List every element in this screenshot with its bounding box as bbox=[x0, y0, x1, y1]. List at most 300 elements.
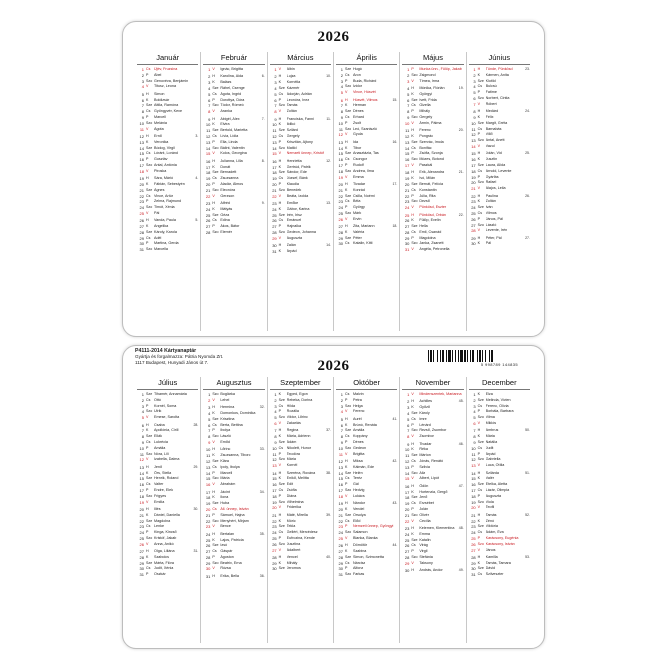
day-number: 12 bbox=[471, 457, 476, 463]
day-number: 22 bbox=[338, 518, 343, 524]
weekday: Sze bbox=[278, 212, 285, 217]
name-day: Ibolya bbox=[220, 428, 231, 433]
name-day: Adalbert bbox=[286, 547, 301, 552]
day-row bbox=[336, 241, 397, 247]
name-day: Martina, Gerda bbox=[154, 241, 179, 246]
name-day: Kornél, Soma bbox=[154, 403, 177, 408]
weekday: Szo bbox=[212, 518, 219, 523]
name-day: Gedeon bbox=[352, 445, 367, 450]
week-number: 22. bbox=[458, 212, 464, 217]
weekday: P bbox=[278, 224, 282, 229]
day-number: 8 bbox=[407, 109, 410, 115]
week-number: 31. bbox=[193, 549, 199, 554]
name-day: Egyed, Egon bbox=[286, 392, 308, 396]
weekday: Cs bbox=[344, 199, 350, 204]
name-day: Zsigmond bbox=[419, 72, 436, 77]
weekday: Cs bbox=[212, 422, 217, 427]
weekday: P bbox=[344, 439, 348, 444]
day-number: 19 bbox=[471, 174, 476, 180]
weekday: Cs bbox=[278, 445, 284, 450]
name-day: Izabella, Dalma bbox=[154, 457, 180, 462]
week-number: 23. bbox=[525, 67, 530, 71]
week-number: 36. bbox=[259, 573, 265, 578]
name-day: Kornélia bbox=[286, 80, 301, 85]
weekday: Szo bbox=[344, 126, 352, 131]
weekday: K bbox=[212, 537, 215, 542]
name-day: Klaudia bbox=[286, 181, 299, 186]
name-day: Tamás, Tamara bbox=[485, 560, 511, 565]
name-day: Zsófia bbox=[286, 487, 297, 492]
name-day: Béla bbox=[352, 199, 361, 204]
month-column-oktober bbox=[334, 377, 400, 643]
day-number: 11 bbox=[272, 451, 277, 457]
day-number: 6 bbox=[473, 95, 476, 101]
weekday: Szo bbox=[411, 241, 418, 246]
day-row bbox=[336, 536, 397, 542]
day-number: 20 bbox=[471, 180, 476, 186]
day-number: 2 bbox=[141, 397, 144, 403]
day-number: 12 bbox=[471, 132, 476, 138]
day-number: 2 bbox=[208, 74, 211, 80]
name-day: Angéla, Petronella bbox=[419, 247, 450, 252]
name-day: Paulina bbox=[485, 193, 498, 198]
weekday: Sze bbox=[212, 85, 219, 90]
weekday: P bbox=[411, 67, 414, 71]
name-day: Farkas bbox=[352, 572, 365, 577]
day-number: 7 bbox=[274, 428, 277, 434]
month-column-november bbox=[400, 377, 466, 643]
weekday: Sze bbox=[411, 224, 418, 229]
day-number: 18 bbox=[338, 493, 343, 499]
weekday: Cs bbox=[344, 157, 350, 162]
name-day: Tihamér, Annamária bbox=[154, 392, 187, 396]
weekday: H bbox=[411, 128, 414, 133]
weekday: P bbox=[146, 487, 149, 492]
weekday: V bbox=[212, 151, 215, 156]
name-day: Imre bbox=[419, 416, 427, 421]
weekday: H bbox=[212, 531, 215, 536]
day-number: 28 bbox=[338, 554, 343, 560]
day-number: 22 bbox=[471, 518, 476, 524]
weekday: K bbox=[146, 470, 149, 475]
name-day: Ábrahám bbox=[220, 482, 236, 487]
name-day: Rezső, Zsombor bbox=[419, 428, 447, 433]
day-number: 30 bbox=[205, 566, 211, 572]
months-grid-jul-dec bbox=[135, 377, 532, 643]
day-number: 27 bbox=[338, 224, 343, 230]
name-day: Újév, Fruzsina bbox=[154, 67, 178, 71]
day-row bbox=[203, 524, 264, 530]
name-day: Zénó bbox=[485, 518, 495, 523]
weekday: Cs bbox=[146, 524, 151, 529]
weekday: V bbox=[477, 186, 481, 191]
month-column-aprilis bbox=[334, 52, 400, 331]
weekday: Cs bbox=[411, 103, 416, 108]
day-row bbox=[402, 79, 463, 85]
name-day: Hermina bbox=[220, 405, 235, 410]
name-day: Ádám bbox=[286, 439, 297, 444]
day-number: 15 bbox=[471, 476, 476, 482]
name-day: Eufrozina, Kende bbox=[286, 535, 315, 540]
week-number: 47. bbox=[458, 483, 464, 488]
day-number: 27 bbox=[272, 224, 277, 230]
name-day: Genovéva, Benjámin bbox=[154, 78, 189, 83]
day-row bbox=[336, 217, 397, 223]
day-number: 7 bbox=[473, 428, 476, 434]
day-number: 25 bbox=[139, 535, 144, 541]
name-day: Ivett, Frida bbox=[419, 97, 437, 102]
weekday: K bbox=[212, 164, 215, 169]
month-column-julius bbox=[135, 377, 201, 643]
day-number: 18 bbox=[205, 495, 211, 501]
weekday: P bbox=[146, 445, 149, 450]
name-day: Ellák bbox=[154, 434, 162, 439]
weekday: P bbox=[146, 572, 149, 577]
name-day: Vendel bbox=[352, 506, 365, 511]
day-number: 14 bbox=[272, 145, 277, 151]
name-day: Ferenc bbox=[352, 409, 365, 414]
day-number: 12 bbox=[404, 133, 410, 139]
name-day: Edit bbox=[286, 482, 294, 487]
weekday: H bbox=[146, 176, 149, 181]
name-day: Elvira bbox=[220, 122, 230, 127]
name-day: Gergely bbox=[419, 114, 433, 119]
name-day: Veronika bbox=[154, 139, 169, 144]
day-number: 31 bbox=[471, 572, 476, 578]
day-number: 13 bbox=[404, 464, 410, 470]
weekday: Sze bbox=[212, 128, 219, 133]
day-number: 26 bbox=[471, 216, 476, 222]
name-day: Áron bbox=[352, 72, 361, 77]
name-day: Klára bbox=[220, 458, 229, 463]
name-day: Péter bbox=[352, 235, 362, 240]
weekday: H bbox=[344, 97, 348, 102]
day-number: 16 bbox=[272, 158, 277, 164]
name-day: Tamás bbox=[286, 103, 298, 108]
day-number: 3 bbox=[208, 80, 211, 86]
day-row bbox=[402, 434, 463, 440]
weekday: Cs bbox=[477, 487, 483, 492]
month-name: Szeptember bbox=[270, 377, 331, 390]
name-day: Hedvig bbox=[352, 487, 365, 492]
weekday: K bbox=[477, 392, 481, 396]
weekday: H bbox=[278, 243, 282, 248]
weekday: Szo bbox=[411, 157, 418, 162]
weekday: Cs bbox=[212, 91, 217, 96]
name-day: Hajnalka bbox=[286, 224, 302, 229]
day-number: 20 bbox=[205, 181, 211, 187]
name-day: Pál bbox=[485, 241, 491, 246]
day-row bbox=[203, 194, 264, 200]
day-number: 20 bbox=[205, 506, 211, 512]
name-day: Bertold, Marietta bbox=[220, 128, 248, 133]
weekday: P bbox=[411, 422, 414, 427]
weekday: K bbox=[411, 447, 414, 452]
weekday: K bbox=[477, 434, 481, 439]
name-day: Nemzeti ünnep, Gyöngyi bbox=[352, 524, 394, 529]
day-number: 20 bbox=[272, 505, 277, 511]
weekday: K bbox=[278, 392, 282, 396]
day-number: 21 bbox=[272, 512, 277, 518]
weekday: Szo bbox=[278, 103, 285, 108]
weekday: Sze bbox=[212, 458, 219, 463]
weekday: Szo bbox=[344, 84, 352, 89]
name-day: Erika, Bella bbox=[220, 573, 239, 578]
weekday: V bbox=[278, 67, 282, 71]
name-day: Julianna, Lilla bbox=[220, 158, 243, 163]
day-number: 27 bbox=[471, 222, 476, 228]
weekday: Szo bbox=[278, 541, 285, 546]
weekday: Cs bbox=[278, 403, 284, 408]
weekday: P bbox=[212, 224, 215, 229]
name-day: Erik, Alexandra bbox=[419, 170, 445, 175]
weekday: Cs bbox=[344, 241, 350, 246]
weekday: Szo bbox=[344, 403, 352, 408]
day-number: 10 bbox=[471, 120, 476, 126]
day-number: 23 bbox=[404, 199, 410, 205]
name-day: Illés bbox=[154, 506, 161, 511]
day-number: 5 bbox=[141, 91, 144, 97]
day-number: 3 bbox=[274, 80, 277, 86]
week-number: 53. bbox=[525, 554, 530, 559]
month-column-augusztus bbox=[201, 377, 267, 643]
day-number: 25 bbox=[404, 537, 410, 543]
day-row bbox=[336, 494, 397, 500]
weekday: P bbox=[278, 139, 282, 144]
day-number: 11 bbox=[471, 126, 476, 132]
name-day: Marcell bbox=[154, 114, 166, 119]
name-day: Áll. ünnep, István bbox=[220, 506, 249, 511]
weekday: H bbox=[212, 200, 215, 205]
name-day: Simon bbox=[154, 91, 165, 96]
name-day: Ágoston bbox=[220, 554, 234, 559]
name-day: Aranka bbox=[220, 109, 233, 114]
day-number: 17 bbox=[404, 162, 410, 168]
day-number: 5 bbox=[340, 90, 343, 96]
day-number: 20 bbox=[404, 181, 410, 187]
name-day: Ferenc bbox=[419, 128, 431, 133]
day-number: 6 bbox=[407, 422, 410, 428]
name-day: Teodóra bbox=[286, 451, 300, 456]
name-day: Gellért, Mercédesz bbox=[286, 530, 318, 535]
month-column-december bbox=[467, 377, 532, 643]
day-row bbox=[402, 519, 463, 525]
name-day: Auguszta bbox=[485, 493, 502, 498]
day-number: 15 bbox=[272, 476, 277, 482]
day-number: 29 bbox=[272, 235, 277, 241]
weekday: Sze bbox=[411, 453, 418, 458]
name-day: Ignác, Brigitta bbox=[220, 67, 243, 71]
day-number: 15 bbox=[272, 151, 277, 157]
day-number: 31 bbox=[272, 248, 277, 254]
name-day: Marcella bbox=[154, 247, 168, 252]
weekday: Szo bbox=[278, 457, 285, 462]
day-number: 5 bbox=[340, 416, 343, 422]
name-day: Mária bbox=[485, 434, 495, 439]
months-grid-jan-jun bbox=[135, 52, 532, 331]
month-name: Március bbox=[270, 52, 331, 65]
name-day: Franciska, Fanni bbox=[286, 116, 314, 121]
day-number: 28 bbox=[139, 229, 144, 235]
name-day: Zsuzsanna bbox=[220, 176, 239, 181]
month-column-februar bbox=[201, 52, 267, 331]
name-day: Teofil bbox=[485, 505, 495, 510]
name-day: Kelemen, Klementina bbox=[419, 525, 455, 530]
weekday: H bbox=[146, 218, 149, 223]
day-number: 6 bbox=[208, 97, 211, 103]
weekday: V bbox=[212, 67, 215, 71]
weekday: P bbox=[411, 235, 414, 240]
name-day: Melánia bbox=[154, 120, 167, 125]
weekday: K bbox=[477, 518, 481, 523]
name-day: Titusz, Leona bbox=[154, 84, 177, 89]
day-number: 1 bbox=[274, 392, 277, 397]
name-day: Taksony bbox=[419, 560, 433, 565]
name-day: Gabriella bbox=[485, 457, 501, 462]
day-number: 5 bbox=[473, 90, 476, 96]
day-number: 21 bbox=[272, 187, 277, 193]
weekday: K bbox=[212, 80, 215, 85]
weekday: K bbox=[344, 229, 348, 234]
name-day: Szeréna, Roxána bbox=[286, 470, 316, 475]
weekday: Sze bbox=[146, 434, 153, 439]
day-number: 13 bbox=[471, 463, 476, 469]
name-day: Virgil bbox=[419, 549, 428, 554]
name-day: Pünkösd, Orbán bbox=[419, 212, 446, 217]
month-name: Június bbox=[469, 52, 530, 65]
day-number: 5 bbox=[208, 91, 211, 97]
day-row bbox=[203, 109, 264, 115]
name-day: Tódor, Rómeó bbox=[220, 103, 244, 108]
day-number: 2 bbox=[473, 397, 476, 403]
name-day: Antal, Anett bbox=[485, 138, 505, 143]
day-number: 25 bbox=[338, 210, 343, 216]
name-day: Gáspár bbox=[220, 549, 233, 554]
day-number: 24 bbox=[404, 205, 410, 211]
day-row bbox=[137, 247, 198, 253]
name-day: Judit, Xénia bbox=[154, 566, 174, 571]
name-day: Dorottya, Dóra bbox=[220, 97, 245, 102]
weekday: V bbox=[344, 409, 348, 414]
day-number: 14 bbox=[338, 470, 343, 476]
name-day: Karácsony, István bbox=[485, 541, 515, 546]
name-day: Mihály bbox=[419, 109, 430, 114]
weekday: Cs bbox=[477, 530, 483, 535]
name-day: Kázmér bbox=[286, 85, 300, 90]
week-number: 20. bbox=[458, 128, 464, 133]
name-day: Valéria bbox=[352, 229, 365, 234]
week-number: 40. bbox=[326, 554, 331, 559]
name-day: Szilveszter bbox=[485, 572, 504, 577]
name-day: Bálint, Valentin bbox=[220, 145, 245, 150]
weekday: K bbox=[344, 464, 348, 469]
name-day: Lénárd bbox=[419, 422, 431, 427]
name-day: Helga bbox=[352, 403, 363, 408]
day-number: 2 bbox=[340, 397, 343, 403]
name-day: Helén bbox=[352, 470, 363, 475]
name-day: Izsó bbox=[220, 543, 228, 548]
day-row bbox=[270, 109, 331, 115]
day-number: 9 bbox=[340, 439, 343, 445]
day-number: 19 bbox=[205, 176, 211, 182]
name-day: Nándor bbox=[352, 501, 366, 506]
day-number: 14 bbox=[139, 470, 144, 476]
name-day: Alfréd bbox=[220, 200, 230, 205]
day-number: 4 bbox=[208, 410, 211, 416]
name-day: Ervin bbox=[352, 216, 362, 221]
weekday: P bbox=[146, 199, 149, 204]
name-day: Hortenzia, Gergő bbox=[419, 489, 448, 494]
name-day: Edina bbox=[220, 218, 230, 223]
day-number: 31 bbox=[205, 573, 211, 579]
day-number: 14 bbox=[404, 470, 410, 476]
day-row bbox=[402, 476, 463, 482]
day-row bbox=[203, 566, 264, 572]
day-number: 23 bbox=[338, 524, 343, 530]
name-day: Ágota, Ingrid bbox=[220, 91, 242, 96]
weekday: Sze bbox=[146, 560, 153, 565]
day-number: 6 bbox=[141, 97, 144, 103]
name-day: Blanka, Bianka bbox=[352, 535, 378, 540]
day-number: 13 bbox=[338, 139, 343, 145]
day-number: 27 bbox=[338, 549, 343, 555]
name-day: Jácint bbox=[220, 489, 230, 494]
name-day: Márk bbox=[352, 210, 362, 215]
name-day: Janka, Zsanett bbox=[419, 241, 444, 246]
day-number: 21 bbox=[404, 187, 410, 193]
weekday: K bbox=[411, 176, 414, 181]
weekday: Sze bbox=[477, 120, 484, 125]
name-day: Emma bbox=[352, 174, 364, 179]
name-day: Zsombor bbox=[419, 434, 434, 439]
weekday: V bbox=[278, 463, 282, 468]
day-number: 9 bbox=[141, 439, 144, 445]
day-number: 27 bbox=[272, 547, 277, 553]
weekday: H bbox=[212, 116, 215, 121]
name-day: Gedeon, Johanna bbox=[286, 229, 316, 234]
day-number: 12 bbox=[139, 133, 144, 139]
day-number: 31 bbox=[139, 247, 144, 253]
weekday: Cs bbox=[212, 464, 217, 469]
week-number: 46. bbox=[458, 441, 464, 446]
weekday: V bbox=[411, 392, 414, 396]
weekday: P bbox=[477, 174, 481, 179]
name-day: Elemér bbox=[220, 229, 233, 234]
name-day: Ipoly, Ibolya bbox=[220, 464, 240, 469]
day-number: 1 bbox=[473, 392, 476, 397]
name-day: Anna, Anikó bbox=[154, 541, 174, 546]
day-number: 9 bbox=[407, 441, 410, 447]
name-day: Andrea, Ilma bbox=[352, 168, 374, 173]
week-number: 30. bbox=[193, 506, 199, 511]
name-day: Frigyes bbox=[154, 493, 167, 498]
weekday: Cs bbox=[477, 126, 483, 131]
day-number: 24 bbox=[205, 531, 211, 537]
weekday: K bbox=[146, 554, 149, 559]
week-number: 8. bbox=[261, 158, 265, 163]
day-number: 8 bbox=[473, 109, 476, 115]
name-day: Dávid bbox=[485, 566, 496, 571]
day-number: 9 bbox=[208, 439, 211, 445]
day-number: 4 bbox=[407, 410, 410, 416]
name-day: Emil, Csanád bbox=[419, 229, 442, 234]
name-day: Gyula bbox=[352, 132, 363, 137]
day-number: 29 bbox=[272, 560, 277, 566]
name-day: Alajos, Leila bbox=[485, 186, 506, 191]
name-day: Miklós bbox=[485, 420, 497, 425]
weekday: Sze bbox=[212, 543, 219, 548]
weekday: V bbox=[212, 397, 215, 402]
